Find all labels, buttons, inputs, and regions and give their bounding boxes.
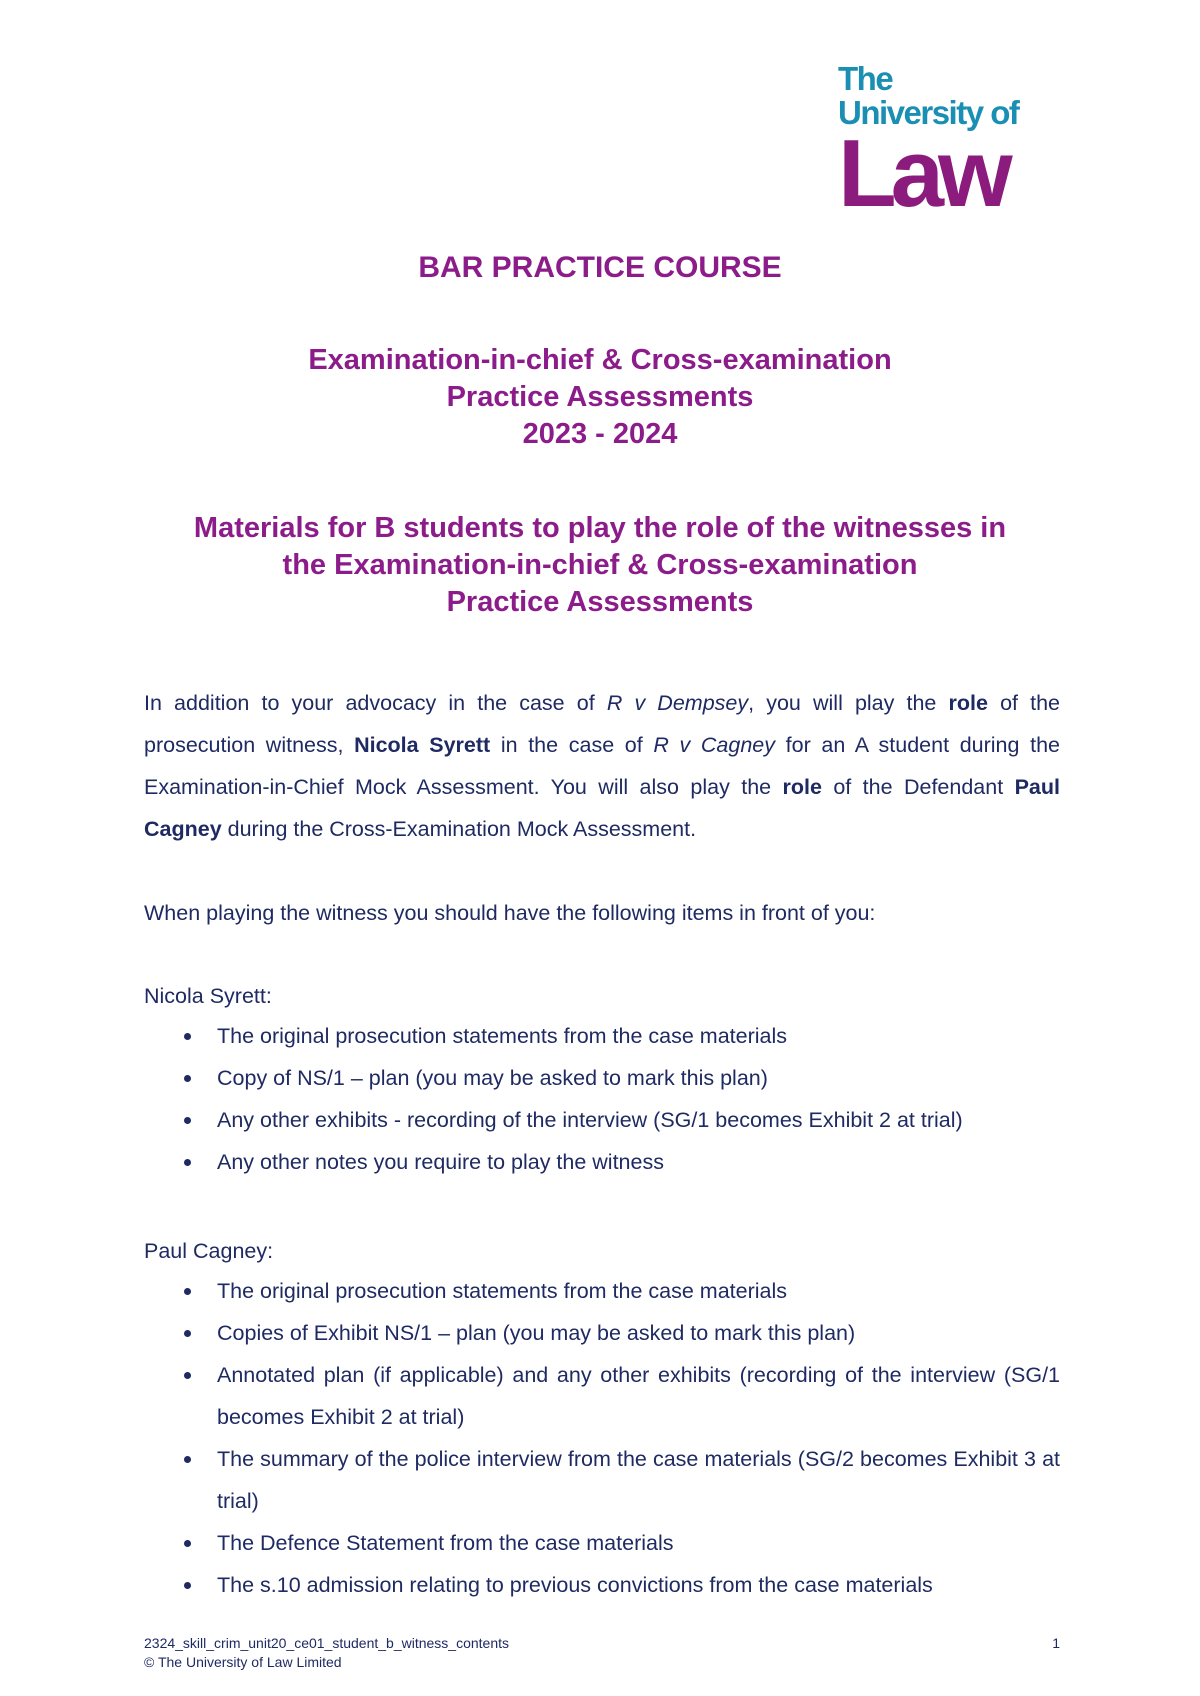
list-item bbox=[144, 1015, 1060, 1057]
case-name-dempsey: R v Dempsey bbox=[606, 691, 749, 715]
course-title: BAR PRACTICE COURSE bbox=[418, 251, 782, 284]
list-item-text: Annotated plan (if applicable) and any other exhibits (recording of the interview (SG/1 becomes Exhibit 2 at trial) bbox=[217, 1363, 1060, 1429]
witness-name-nicola: Nicola Syrett bbox=[354, 733, 491, 757]
intro-text-3: of the prosecution witness, bbox=[144, 691, 1060, 757]
list-item bbox=[144, 1270, 1060, 1312]
intro-text-1: In addition to your advocacy in the case of bbox=[144, 691, 607, 715]
materials-line-3: Practice Assessments bbox=[446, 586, 754, 618]
page-number: 1 bbox=[1052, 1635, 1060, 1651]
items-instruction: When playing the witness you should have the following items in front of you: bbox=[144, 901, 876, 925]
university-logo bbox=[838, 60, 1028, 227]
list-item bbox=[144, 1522, 1060, 1564]
list-item bbox=[144, 1141, 1060, 1183]
list-item-text: The original prosecution statements from the case materials bbox=[217, 1279, 788, 1303]
list-item bbox=[144, 1438, 1060, 1522]
bullet-icon bbox=[184, 1456, 191, 1463]
list-item-text: Any other exhibits - recording of the interview (SG/1 becomes Exhibit 2 at trial) bbox=[217, 1108, 963, 1132]
list-item-text: Any other notes you require to play the witness bbox=[217, 1150, 664, 1174]
logo-line-law: Law bbox=[838, 120, 1007, 227]
intro-text-5: for an A student during the Examination-in-Chief Mock Assessment. You will also play the bbox=[144, 733, 1060, 799]
footer-copyright: © The University of Law Limited bbox=[144, 1654, 342, 1670]
intro-text-7: during the Cross-Examination Mock Assessment. bbox=[221, 817, 697, 841]
list-item-text: Copies of Exhibit NS/1 – plan (you may be asked to mark this plan) bbox=[217, 1321, 856, 1345]
nicola-label: Nicola Syrett: bbox=[144, 984, 272, 1008]
paul-items-list bbox=[144, 1270, 1060, 1606]
subtitle-line-2: Practice Assessments bbox=[446, 381, 754, 413]
bullet-icon bbox=[184, 1540, 191, 1547]
list-item bbox=[144, 1099, 1060, 1141]
materials-line-1: Materials for B students to play the role of the witnesses in bbox=[193, 512, 1007, 544]
materials-line-2: the Examination-in-chief & Cross-examination bbox=[282, 549, 918, 581]
subtitle-line-3: 2023 - 2024 bbox=[522, 418, 678, 450]
intro-text-4: in the case of bbox=[490, 733, 654, 757]
bullet-icon bbox=[184, 1372, 191, 1379]
bullet-icon bbox=[184, 1075, 191, 1082]
logo-line-the: The bbox=[838, 60, 893, 97]
intro-text-2: , you will play the bbox=[748, 691, 949, 715]
materials-title bbox=[140, 510, 1060, 621]
footer-filename: 2324_skill_crim_unit20_ce01_student_b_witness_contents bbox=[144, 1635, 510, 1651]
defendant-name-paul: Paul Cagney bbox=[144, 775, 1060, 841]
intro-text-6: of the Defendant bbox=[821, 775, 1015, 799]
paul-label: Paul Cagney: bbox=[144, 1239, 274, 1263]
list-item-text: The summary of the police interview from the case materials (SG/2 becomes Exhibit 3 at trial) bbox=[217, 1447, 1060, 1513]
list-item bbox=[144, 1312, 1060, 1354]
case-name-cagney: R v Cagney bbox=[653, 733, 776, 757]
list-item-text: The original prosecution statements from the case materials bbox=[217, 1024, 788, 1048]
bullet-icon bbox=[184, 1582, 191, 1589]
page-footer bbox=[144, 1634, 1060, 1672]
bullet-icon bbox=[184, 1159, 191, 1166]
list-item bbox=[144, 1564, 1060, 1606]
intro-paragraph bbox=[144, 682, 1060, 850]
subtitle-line-1: Examination-in-chief & Cross-examination bbox=[308, 344, 892, 376]
list-item bbox=[144, 1354, 1060, 1438]
assessment-subtitle bbox=[140, 342, 1060, 453]
list-item-text: The Defence Statement from the case materials bbox=[217, 1531, 674, 1555]
bullet-icon bbox=[184, 1033, 191, 1040]
logo-line-university: University of bbox=[838, 94, 1019, 131]
role-emphasis-1: role bbox=[948, 691, 988, 715]
list-item-text: The s.10 admission relating to previous convictions from the case materials bbox=[217, 1573, 933, 1597]
nicola-items-list bbox=[144, 1015, 1060, 1183]
bullet-icon bbox=[184, 1117, 191, 1124]
role-emphasis-2: role bbox=[782, 775, 822, 799]
list-item-text: Copy of NS/1 – plan (you may be asked to mark this plan) bbox=[217, 1066, 768, 1090]
bullet-icon bbox=[184, 1330, 191, 1337]
list-item bbox=[144, 1057, 1060, 1099]
bullet-icon bbox=[184, 1288, 191, 1295]
